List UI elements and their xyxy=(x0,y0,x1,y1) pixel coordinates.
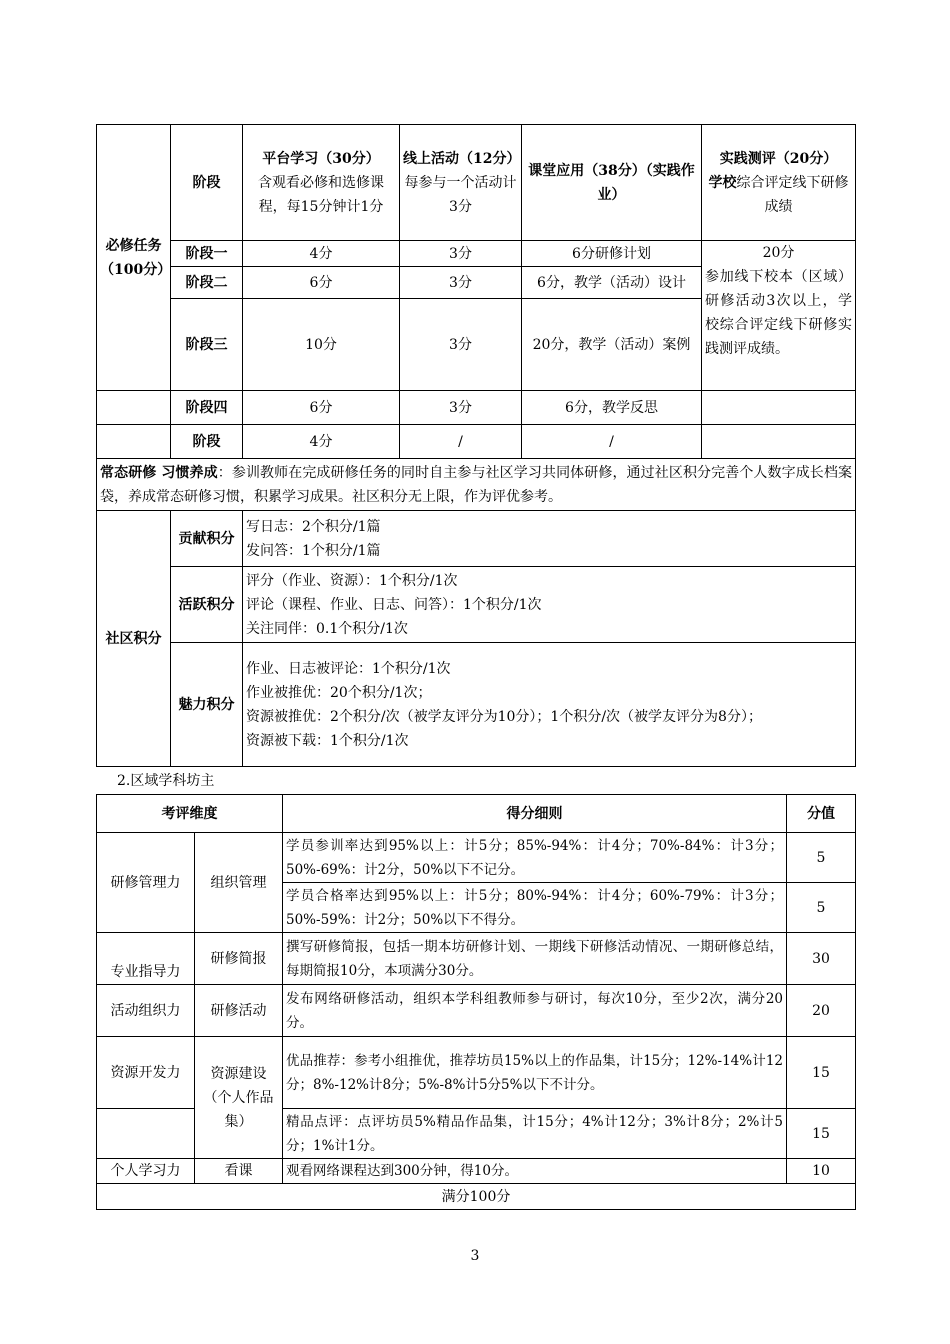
rule-detail: 精品点评：点评坊员5%精品作品集，计15分；4%计12分；3%计8分；2%计5分；1%计1分。 xyxy=(283,1109,787,1159)
classroom-header: 课堂应用（38分）（实践作业） xyxy=(522,125,702,241)
score-cell: 20 xyxy=(787,985,856,1037)
score-cell: 10 xyxy=(787,1159,856,1184)
stage-header: 阶段 xyxy=(171,125,243,241)
sub-dimension-cell: 研修简报 xyxy=(195,933,283,985)
habit-paragraph: 常态研修 习惯养成：参训教师在完成研修任务的同时自主参与社区学习共同体研修，通过社区积分完善个人数字成长档案袋，养成常态研修习惯，积累学习成果。社区积分无上限，作为评优参考。 xyxy=(97,459,856,511)
dimension-cell: 研修管理力 xyxy=(97,833,195,933)
required-tasks-table xyxy=(96,124,856,767)
platform-header: 平台学习（30分） 含观看必修和选修课程，每15分钟计1分 xyxy=(243,125,400,241)
practice-detail: 20分 参加线下校本（区域）研修活动3次以上，学校综合评定线下研修实践测评成绩。 xyxy=(702,241,856,391)
classroom-score: 6分，教学反思 xyxy=(522,391,702,425)
online-score: 3分 xyxy=(400,241,522,267)
platform-score: 4分 xyxy=(243,425,400,459)
stage-cell: 阶段 xyxy=(171,425,243,459)
score-cell: 5 xyxy=(787,883,856,933)
page-number: 3 xyxy=(470,1248,480,1264)
stage-cell: 阶段四 xyxy=(171,391,243,425)
score-cell: 15 xyxy=(787,1109,856,1159)
classroom-score: 6分研修计划 xyxy=(522,241,702,267)
community-category: 活跃积分 xyxy=(171,567,243,643)
sub-dimension-cell: 资源建设（个人作品集） xyxy=(195,1037,283,1159)
rule-detail: 学员合格率达到95%以上：计5分；80%-94%：计4分；60%-79%：计3分；50%-59%：计2分；50%以下不得分。 xyxy=(283,883,787,933)
community-rules: 写日志：2个积分/1篇 发问答：1个积分/1篇 xyxy=(243,511,856,567)
detail-header: 得分细则 xyxy=(283,795,787,833)
sub-dimension-cell: 看课 xyxy=(195,1159,283,1184)
rule-detail: 撰写研修简报，包括一期本坊研修计划、一期线下研修活动情况、一期研修总结，每期简报10分，本项满分30分。 xyxy=(283,933,787,985)
online-score: / xyxy=(400,425,522,459)
dimension-cell: 专业指导力 xyxy=(97,933,195,985)
section-caption: 2.区域学科坊主 xyxy=(117,773,215,789)
assessment-table xyxy=(96,794,856,1210)
sub-dimension-cell: 组织管理 xyxy=(195,833,283,933)
platform-score: 6分 xyxy=(243,267,400,299)
score-cell: 5 xyxy=(787,833,856,883)
community-category: 贡献积分 xyxy=(171,511,243,567)
score-header: 分值 xyxy=(787,795,856,833)
online-score: 3分 xyxy=(400,267,522,299)
rule-detail: 发布网络研修活动，组织本学科组教师参与研讨，每次10分，至少2次，满分20分。 xyxy=(283,985,787,1037)
practice-header: 实践测评（20分） 学校综合评定线下研修成绩 xyxy=(702,125,856,241)
community-rules: 作业、日志被评论：1个积分/1次 作业被推优：20个积分/1次； 资源被推优：2个积分/次（被学友评分为10分）；1个积分/次（被学友评分为8分）； 资源被下载：1个积分/1次 xyxy=(243,643,856,767)
stage-cell: 阶段二 xyxy=(171,267,243,299)
required-task-label: 必修任务（100分） xyxy=(97,125,171,391)
online-score: 3分 xyxy=(400,391,522,425)
dimension-header: 考评维度 xyxy=(97,795,283,833)
online-header: 线上活动（12分） 每参与一个活动计3分 xyxy=(400,125,522,241)
dimension-cell: 资源开发力 xyxy=(97,1037,195,1109)
platform-score: 4分 xyxy=(243,241,400,267)
classroom-score: 6分，教学（活动）设计 xyxy=(522,267,702,299)
score-cell: 30 xyxy=(787,933,856,985)
classroom-score: 20分，教学（活动）案例 xyxy=(522,299,702,391)
rule-detail: 学员参训率达到95%以上：计5分；85%-94%：计4分；70%-84%：计3分；50%-69%：计2分，50%以下不记分。 xyxy=(283,833,787,883)
stage-cell: 阶段三 xyxy=(171,299,243,391)
classroom-score: / xyxy=(522,425,702,459)
community-label: 社区积分 xyxy=(97,511,171,767)
rule-detail: 观看网络课程达到300分钟，得10分。 xyxy=(283,1159,787,1184)
stage-cell: 阶段一 xyxy=(171,241,243,267)
dimension-cell: 个人学习力 xyxy=(97,1159,195,1184)
online-score: 3分 xyxy=(400,299,522,391)
sub-dimension-cell: 研修活动 xyxy=(195,985,283,1037)
total-score: 满分100分 xyxy=(97,1184,856,1210)
community-category: 魅力积分 xyxy=(171,643,243,767)
platform-score: 10分 xyxy=(243,299,400,391)
platform-score: 6分 xyxy=(243,391,400,425)
rule-detail: 优品推荐：参考小组推优，推荐坊员15%以上的作品集，计15分；12%-14%计12分；8%-12%计8分；5%-8%计5分5%以下不计分。 xyxy=(283,1037,787,1109)
score-cell: 15 xyxy=(787,1037,856,1109)
dimension-cell: 活动组织力 xyxy=(97,985,195,1037)
community-rules: 评分（作业、资源）：1个积分/1次 评论（课程、作业、日志、问答）：1个积分/1次 关注同伴：0.1个积分/1次 xyxy=(243,567,856,643)
